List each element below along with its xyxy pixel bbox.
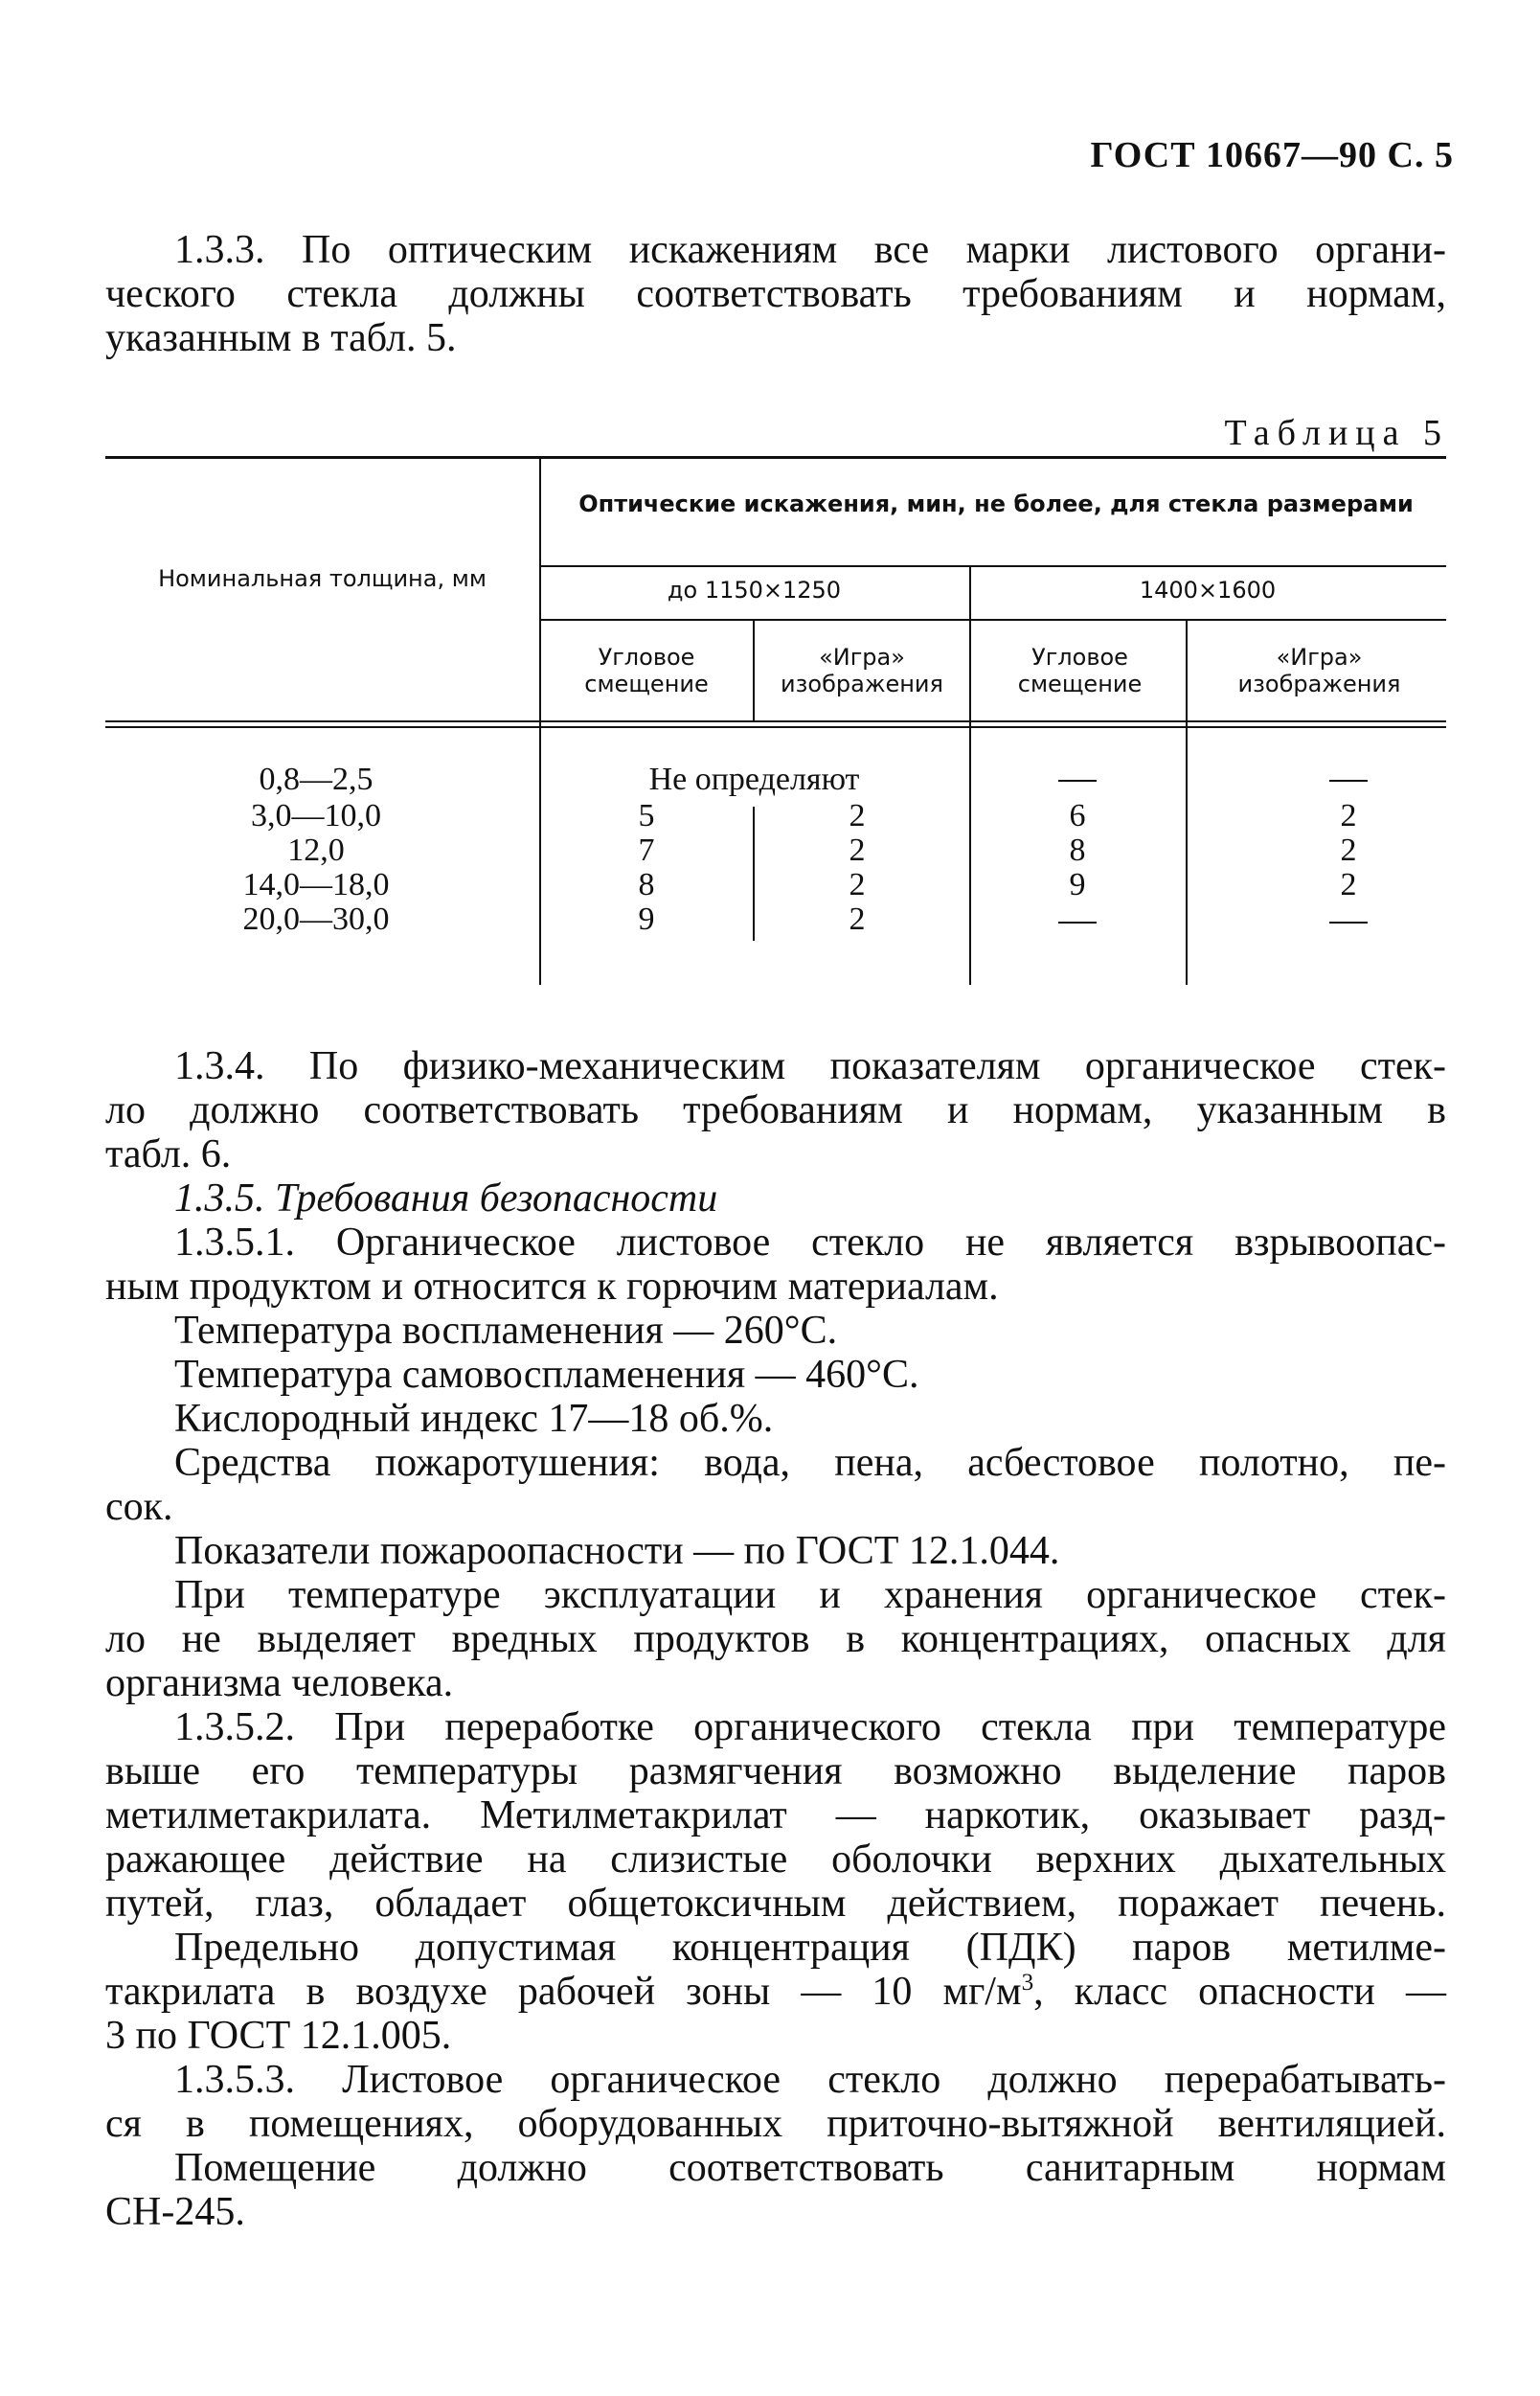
paragraph-line: 1.3.5.3. Листовое органическое стекло должно перерабатывать- <box>174 2058 1446 2102</box>
paragraph-1-3-5-1 <box>105 1221 1446 1309</box>
paragraph-oxygen-index <box>105 1397 1446 1441</box>
section-1-3-5 <box>105 1176 1446 1221</box>
cell-value: 7 <box>638 833 655 868</box>
paragraph-line: СН-245. <box>105 2190 245 2234</box>
paragraph-line: При температуре эксплуатации и хранения органическое стек- <box>174 1573 1446 1617</box>
paragraph-line: метилметакрилата. Метилметакрилат — наркотик, оказывает разд- <box>105 1793 1446 1837</box>
cell-value: 2 <box>1340 833 1357 868</box>
paragraph-line: организма человека. <box>105 1661 454 1705</box>
header-sub-image-1: «Игра» изображения <box>781 644 943 697</box>
table-vline <box>539 458 541 985</box>
table-vline <box>753 807 755 941</box>
paragraph-line: указанным в табл. 5. <box>105 316 457 360</box>
header-sub-angular-2: Угловое смещение <box>1017 644 1143 697</box>
page-header: ГОСТ 10667—90 С. 5 <box>1090 135 1454 175</box>
paragraph-line: Средства пожаротушения: вода, пена, асбестовое полотно, пе- <box>174 1441 1446 1485</box>
paragraph-line: Температура самовоспламенения — 460°С. <box>174 1353 919 1397</box>
cell-thickness: 3,0—10,0 <box>251 798 381 833</box>
paragraph-line: табл. 6. <box>105 1132 232 1176</box>
cell-value: 2 <box>849 867 866 902</box>
paragraph-line: такрилата в воздухе рабочей зоны — 10 $мг/м^3$, класс опасности — <box>105 1970 1447 2014</box>
paragraph-line: Температура воспламенения — 260°С. <box>174 1309 838 1353</box>
paragraph-line: 1.3.5.1. Органическое листовое стекло не является взрывоопас- <box>174 1221 1446 1265</box>
paragraph-line: сок. <box>105 1485 173 1529</box>
paragraph-line: ся в помещениях, оборудованных приточно-вытяжной вентиляцией. <box>105 2102 1446 2146</box>
paragraph-premises <box>105 2146 1446 2234</box>
cell-value: 2 <box>1340 798 1357 833</box>
cell-not-determined: Не определяют <box>648 762 860 797</box>
paragraph-1-3-4 <box>105 1044 1446 1176</box>
paragraph-line: Кислородный индекс 17—18 об.%. <box>174 1397 774 1441</box>
cell-thickness: 20,0—30,0 <box>242 901 390 937</box>
header-group: Оптические искажения, мин, не более, для стекла размерами <box>578 491 1414 517</box>
paragraph-line: ло должно соответствовать требованиям и нормам, указанным в <box>105 1088 1446 1132</box>
paragraph-storage <box>105 1573 1446 1705</box>
paragraph-line: ческого стекла должны соответствовать требованиям и нормам, <box>105 272 1446 316</box>
cell-thickness: 14,0—18,0 <box>242 867 390 902</box>
paragraph-1-3-3 <box>105 228 1446 360</box>
cell-value: 9 <box>1069 867 1086 902</box>
paragraph-fire-indicators <box>105 1529 1446 1573</box>
table-vline <box>969 565 971 985</box>
paragraph-line: ражающее действие на слизистые оболочки верхних дыхательных <box>105 1837 1446 1882</box>
cell-value: 2 <box>849 798 866 833</box>
paragraph-self-ignition <box>105 1353 1446 1397</box>
cell-value: 2 <box>849 901 866 937</box>
cell-thickness: 0,8—2,5 <box>259 762 374 797</box>
cell-dash <box>1329 922 1368 924</box>
paragraph-line: выше его температуры размягчения возможно выделение паров <box>105 1749 1446 1793</box>
header-sub-angular-1: Угловое смещение <box>584 644 709 697</box>
cell-thickness: 12,0 <box>287 833 345 868</box>
header-sub-image-2: «Игра» изображения <box>1237 644 1401 697</box>
paragraph-ignition <box>105 1309 1446 1353</box>
table-hline <box>539 565 1446 567</box>
header-size-2: 1400×1600 <box>1139 577 1277 604</box>
cell-dash <box>1329 780 1368 782</box>
table-caption: Таблица 5 <box>1224 413 1449 453</box>
cell-value: 6 <box>1069 798 1086 833</box>
paragraph-1-3-5-2 <box>105 1705 1446 1926</box>
paragraph-extinguishing <box>105 1441 1446 1529</box>
paragraph-line: Показатели пожароопасности — по ГОСТ 12.1.044. <box>174 1529 1060 1573</box>
section-title: 1.3.5. Требования безопасности <box>174 1176 718 1221</box>
table-top-rule <box>105 456 1446 459</box>
table-vline <box>753 621 755 720</box>
paragraph-line: ло не выделяет вредных продуктов в концентрациях, опасных для <box>105 1617 1446 1661</box>
cell-value: 8 <box>638 867 655 902</box>
table-header-rule <box>105 720 1446 728</box>
paragraph-line: путей, глаз, обладает общетоксичным действием, поражает печень. <box>105 1882 1446 1926</box>
paragraph-line: 1.3.4. По физико-механическим показателям органическое стек- <box>174 1044 1446 1088</box>
cell-value: 9 <box>638 901 655 937</box>
header-size-1: до 1150×1250 <box>667 577 842 604</box>
paragraph-line: Предельно допустимая концентрация (ПДК) паров метилме- <box>174 1926 1446 1970</box>
cell-value: 8 <box>1069 833 1086 868</box>
paragraph-line: ным продуктом и относится к горючим материалам. <box>105 1265 999 1309</box>
paragraph-line: Помещение должно соответствовать санитарным нормам <box>174 2146 1446 2190</box>
cell-value: 2 <box>1340 867 1357 902</box>
cell-dash <box>1058 922 1097 924</box>
paragraph-line: 1.3.3. По оптическим искажениям все марки листового органи- <box>174 228 1446 272</box>
paragraph-line: 1.3.5.2. При переработке органического стекла при температуре <box>174 1705 1446 1749</box>
cell-value: 5 <box>638 798 655 833</box>
header-thickness: Номинальная толщина, мм <box>158 565 487 592</box>
cell-value: 2 <box>849 833 866 868</box>
cell-dash <box>1058 780 1097 782</box>
paragraph-pdk <box>105 1926 1446 2058</box>
paragraph-1-3-5-3 <box>105 2058 1446 2146</box>
table-vline <box>1186 621 1188 985</box>
table-hline <box>539 619 1446 621</box>
paragraph-line: 3 по ГОСТ 12.1.005. <box>105 2014 452 2058</box>
